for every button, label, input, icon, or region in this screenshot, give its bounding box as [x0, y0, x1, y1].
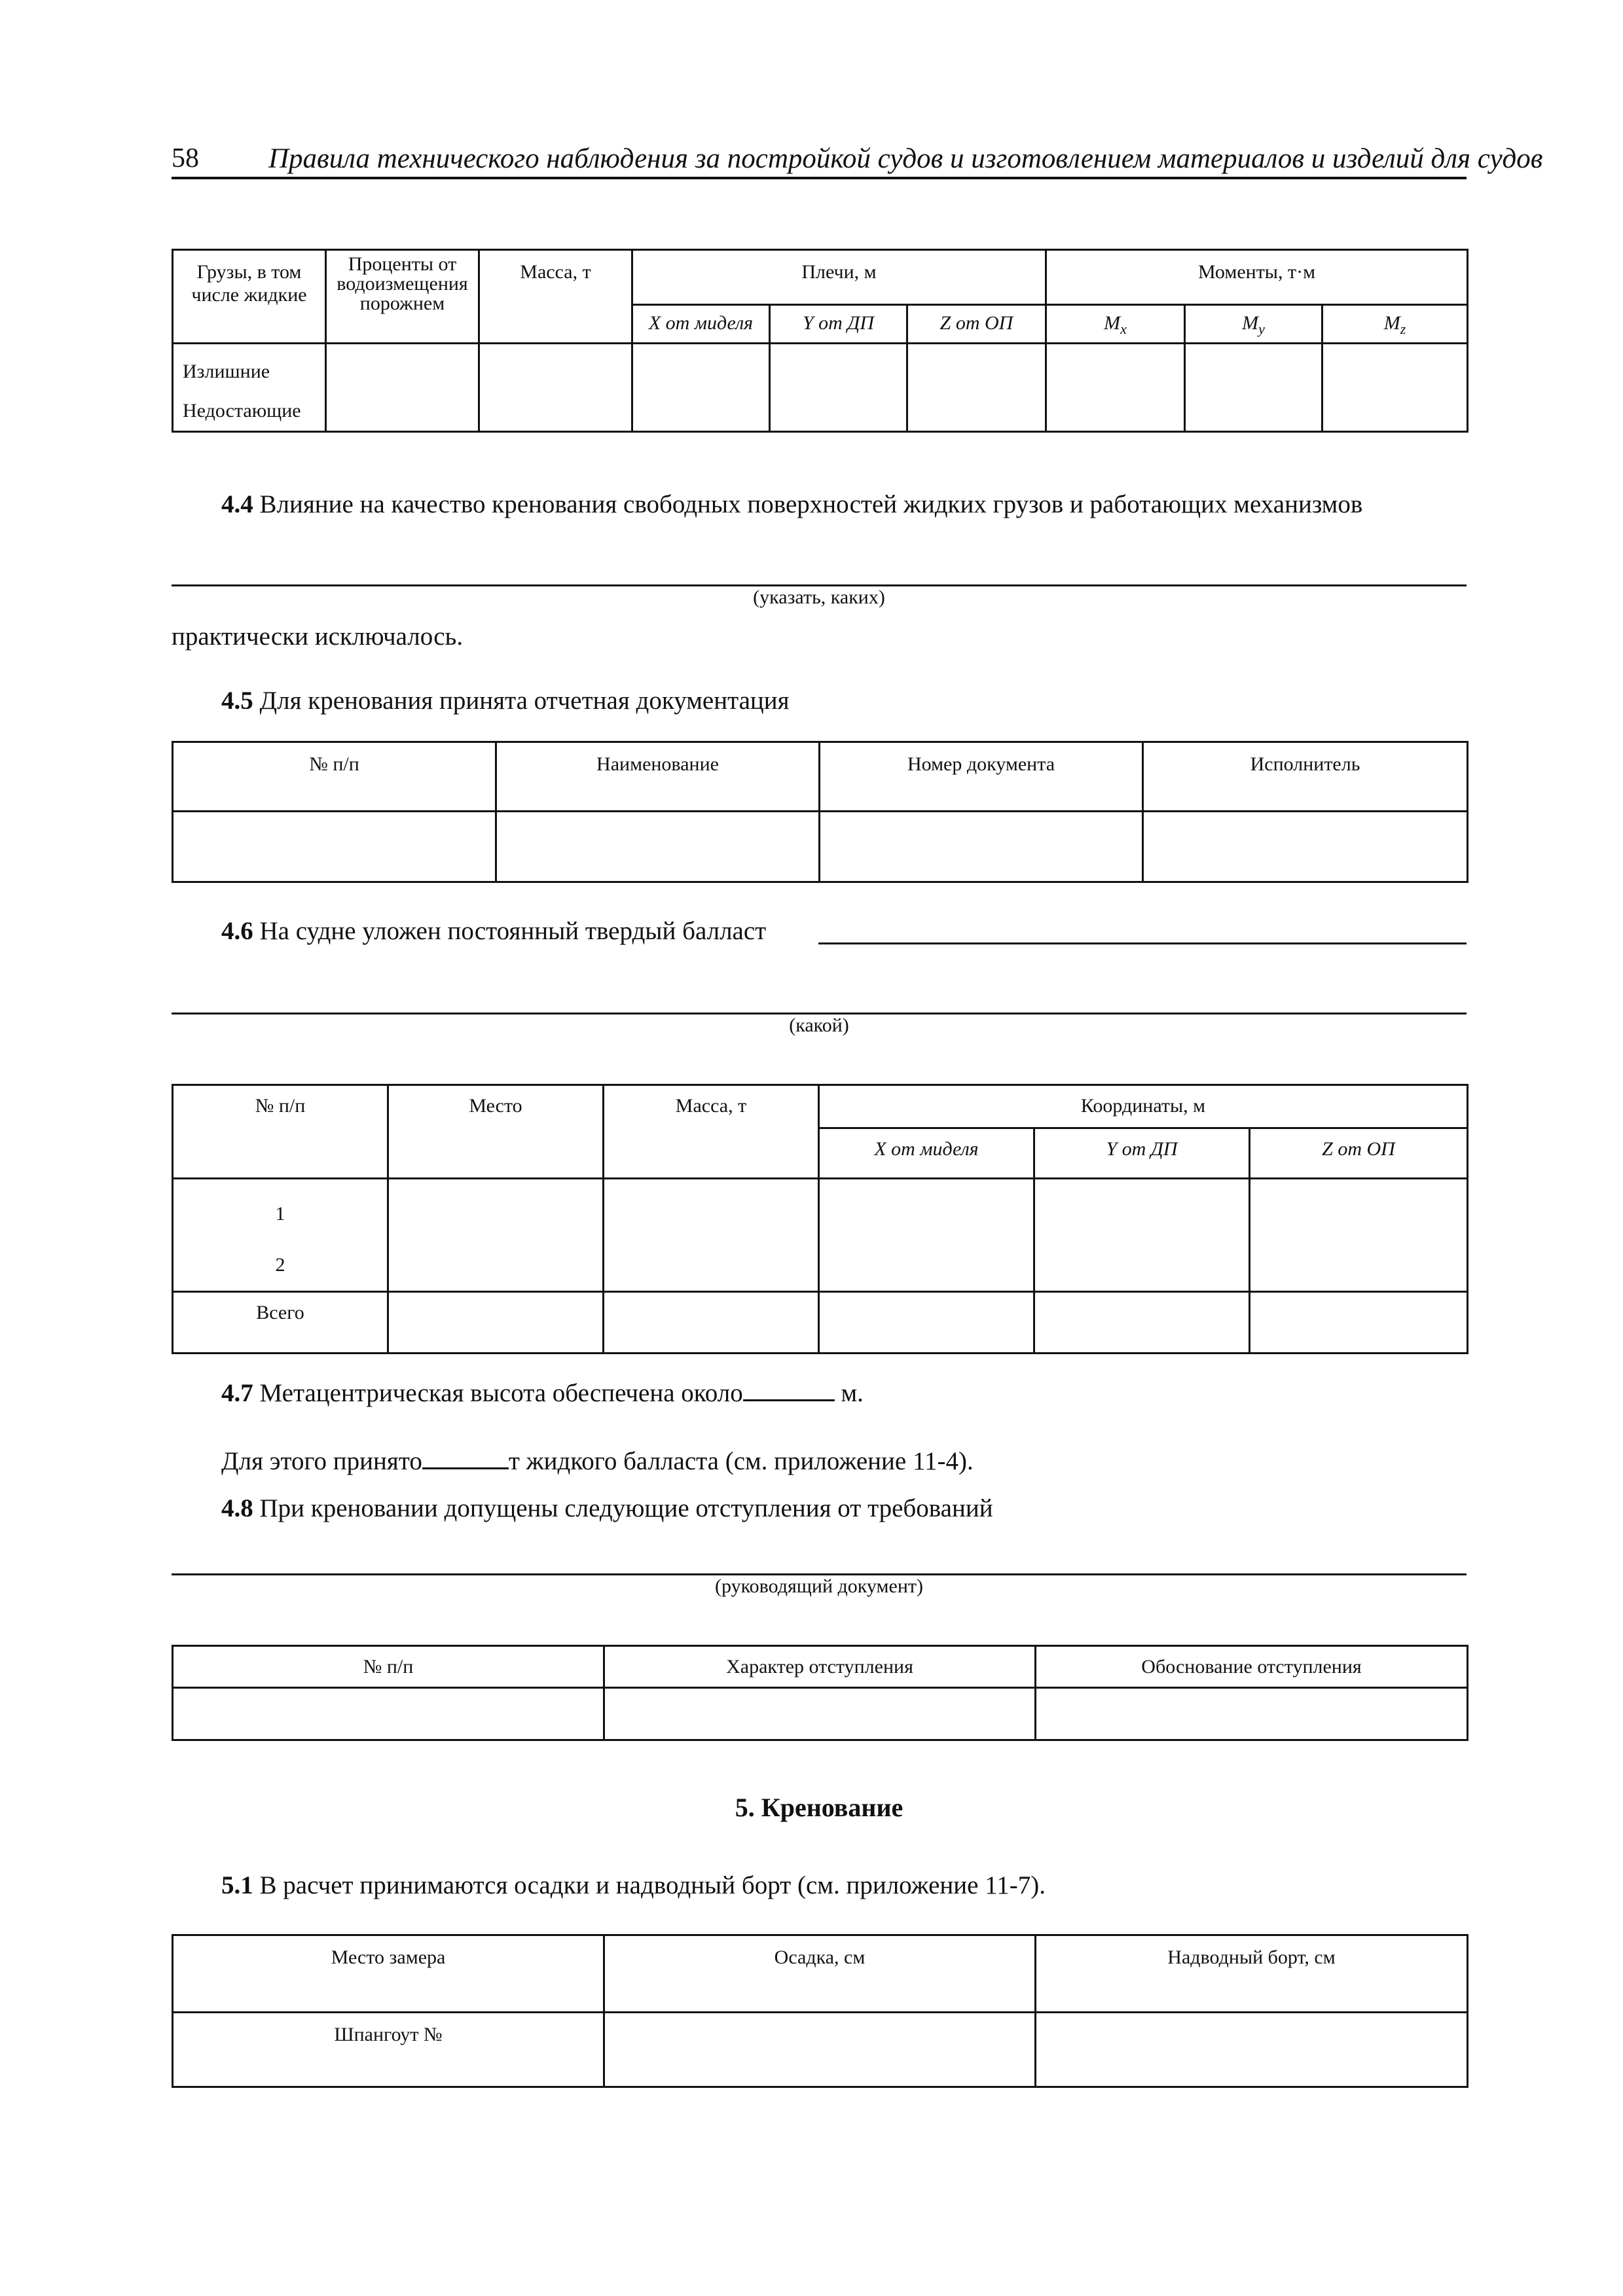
- table-cell[interactable]: [173, 1688, 604, 1740]
- cargo-table: [172, 249, 1468, 433]
- section-4-4-tail: практически исключалось.: [172, 622, 464, 651]
- sub-x-midship: X от миделя: [632, 305, 770, 344]
- section-number: 4.5: [221, 687, 253, 715]
- header-percent-line1: Проценты от: [348, 253, 457, 275]
- section-number: 4.4: [221, 490, 253, 518]
- row-total: Всего: [173, 1292, 388, 1354]
- header-rule: [172, 177, 1467, 179]
- header-measurement-place: Место замера: [173, 1935, 604, 2013]
- sub-z-baseline: Z от ОП: [1250, 1128, 1468, 1179]
- table-cell[interactable]: [632, 344, 770, 432]
- table-cell[interactable]: [819, 1179, 1034, 1292]
- caption-specify-which: (указать, каких): [753, 586, 885, 608]
- header-number: № п/п: [173, 1646, 604, 1688]
- table-cell[interactable]: [1046, 344, 1185, 432]
- running-title: Правила технического наблюдения за постройкой судов и изготовлением материалов и изделий для судов: [268, 143, 1543, 174]
- header-mass: Масса, т: [479, 250, 632, 344]
- row-excess: Излишние: [183, 361, 270, 382]
- header-percent: [326, 250, 479, 344]
- ballast-mass-blank[interactable]: [422, 1444, 509, 1469]
- section-4-4: [221, 490, 1362, 520]
- caption-guiding-document: (руководящий документ): [715, 1575, 923, 1597]
- row-numbers-cell: [173, 1179, 388, 1292]
- section-number: 4.6: [221, 917, 253, 945]
- header-deviation-justification: Обоснование отступления: [1036, 1646, 1468, 1688]
- section-5-heading: 5. Кренование: [735, 1793, 903, 1822]
- deviations-table: [172, 1645, 1468, 1741]
- fill-line-4-6-inline[interactable]: [818, 942, 1467, 944]
- table-cell[interactable]: [326, 344, 479, 432]
- table-cell[interactable]: [1034, 1179, 1250, 1292]
- table-cell[interactable]: [1034, 1292, 1250, 1354]
- table-cell[interactable]: [388, 1179, 604, 1292]
- section-text: На судне уложен постоянный твердый балласт: [253, 917, 767, 945]
- table-cell[interactable]: [819, 1292, 1034, 1354]
- header-performer: Исполнитель: [1143, 742, 1468, 812]
- row-missing: Недостающие: [183, 400, 301, 422]
- header-freeboard: Надводный борт, см: [1036, 1935, 1468, 2013]
- header-arms: Плечи, м: [632, 250, 1046, 305]
- row-labels-cell: [173, 344, 326, 432]
- table-cell[interactable]: [388, 1292, 604, 1354]
- section-text: Метацентрическая высота обеспечена около: [253, 1379, 743, 1407]
- header-number: № п/п: [173, 1085, 388, 1179]
- table-cell[interactable]: [1185, 344, 1322, 432]
- table-cell[interactable]: [604, 1292, 819, 1354]
- header-document-number: Номер документа: [820, 742, 1143, 812]
- header-number: № п/п: [173, 742, 496, 812]
- table-cell[interactable]: [1036, 2013, 1468, 2087]
- header-draft: Осадка, см: [604, 1935, 1036, 2013]
- sub-y-centerline: Y от ДП: [1034, 1128, 1250, 1179]
- section-4-6: [221, 916, 766, 947]
- table-cell[interactable]: [173, 812, 496, 882]
- header-percent-line3: порожнем: [359, 293, 445, 314]
- sub-y-centerline: Y от ДП: [770, 305, 907, 344]
- header-place: Место: [388, 1085, 604, 1179]
- table-cell[interactable]: [496, 812, 820, 882]
- section-4-5: [221, 686, 790, 717]
- section-text: Для кренования принята отчетная документация: [253, 687, 790, 715]
- header-cargo-line1: Грузы, в том: [196, 261, 302, 283]
- page-number: 58: [172, 143, 199, 173]
- row-number-1: 1: [275, 1203, 285, 1225]
- documentation-table: [172, 741, 1468, 883]
- header-percent-line2: водоизмещения: [337, 273, 468, 295]
- header-moments: Моменты, т·м: [1046, 250, 1468, 305]
- sub-mx: $M_x$: [1046, 305, 1185, 344]
- header-name: Наименование: [496, 742, 820, 812]
- table-cell[interactable]: [1250, 1179, 1468, 1292]
- section-text: При креновании допущены следующие отступления от требований: [253, 1494, 993, 1522]
- header-cargo: [173, 250, 326, 344]
- table-cell[interactable]: [604, 1179, 819, 1292]
- section-number: 4.8: [221, 1494, 253, 1522]
- table-cell[interactable]: [1143, 812, 1468, 882]
- table-cell[interactable]: [1036, 1688, 1468, 1740]
- header-deviation-nature: Характер отступления: [604, 1646, 1036, 1688]
- table-cell[interactable]: [907, 344, 1046, 432]
- sub-my: $M_y$: [1185, 305, 1322, 344]
- section-text: Влияние на качество кренования свободных поверхностей жидких грузов и работающих механизмов: [253, 490, 1363, 518]
- header-coordinates: Координаты, м: [819, 1085, 1468, 1128]
- section-number: 4.7: [221, 1379, 253, 1407]
- row-number-2: 2: [275, 1254, 285, 1276]
- section-text-unit: м.: [834, 1379, 864, 1407]
- metacentric-height-blank[interactable]: [743, 1376, 835, 1401]
- sub-z-baseline: Z от ОП: [907, 305, 1046, 344]
- header-mass: Масса, т: [604, 1085, 819, 1179]
- section-number: 5.1: [221, 1871, 253, 1899]
- table-cell[interactable]: [604, 1688, 1036, 1740]
- section-4-7: [221, 1376, 864, 1409]
- caption-which: (какой): [789, 1014, 849, 1036]
- section-4-7-line2: [221, 1444, 974, 1477]
- sub-mz: $M_z$: [1322, 305, 1468, 344]
- section-text: В расчет принимаются осадки и надводный борт (см. приложение 11-7).: [253, 1871, 1046, 1899]
- table-cell[interactable]: [770, 344, 907, 432]
- table-cell[interactable]: [604, 2013, 1036, 2087]
- table-cell[interactable]: [1322, 344, 1468, 432]
- table-cell[interactable]: [1250, 1292, 1468, 1354]
- sub-x-midship: X от миделя: [819, 1128, 1034, 1179]
- row-frame-number: Шпангоут №: [173, 2013, 604, 2087]
- line-text: т жидкого балласта (см. приложение 11-4).: [508, 1447, 974, 1475]
- line-text: Для этого принято: [221, 1447, 422, 1475]
- table-cell[interactable]: [479, 344, 632, 432]
- drafts-table: [172, 1934, 1468, 2088]
- header-cargo-line2: числе жидкие: [191, 283, 307, 306]
- table-cell[interactable]: [820, 812, 1143, 882]
- section-4-8: [221, 1494, 993, 1524]
- ballast-table: [172, 1084, 1468, 1354]
- section-5-1: [221, 1871, 1046, 1901]
